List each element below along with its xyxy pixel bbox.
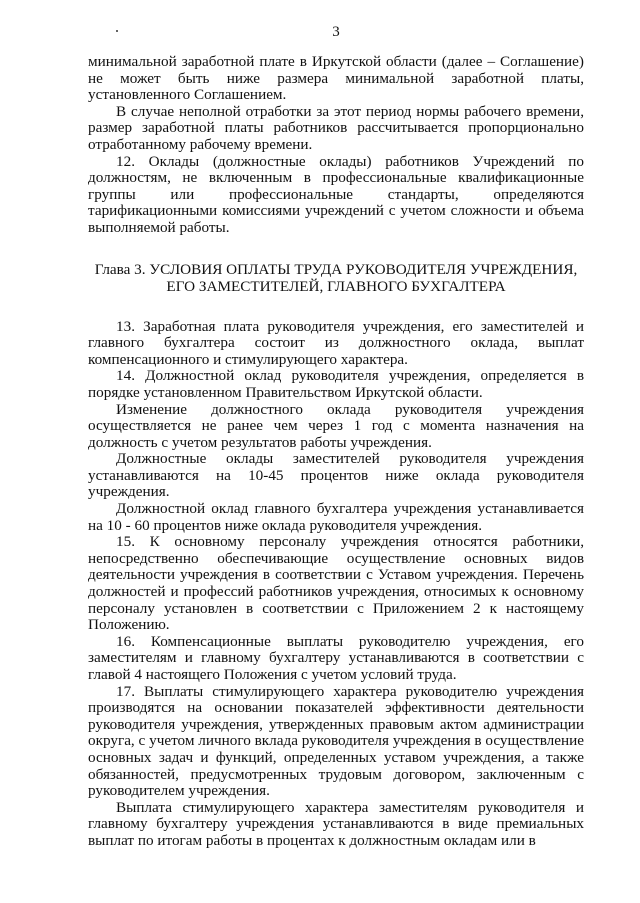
paragraph: 17. Выплаты стимулирующего характера руководителю учреждения производятся на основании показателей эффективности деятельности руководителя учреждения, утвержденных правовым актом администрации округа, с учетом личного вклада руководителя учреждения в осуществление основных задач и функций, определенных уставом учреждения, а также обязанностей, предусмотренных трудовым договором, заключенным с руководителем учреждения. bbox=[88, 682, 584, 800]
scan-speck bbox=[116, 30, 118, 32]
paragraph: Должностной оклад главного бухгалтера учреждения устанавливается на 10 - 60 процентов ниже оклада руководителя учреждения. bbox=[88, 500, 584, 534]
page-number: 3 bbox=[332, 24, 340, 40]
chapter-heading-line-1: Глава 3. УСЛОВИЯ ОПЛАТЫ ТРУДА РУКОВОДИТЕЛЯ УЧРЕЖДЕНИЯ, bbox=[94, 260, 578, 278]
paragraph: Выплата стимулирующего характера заместителям руководителя и главному бухгалтеру учреждения устанавливаются в виде премиальных выплат по итогам работы в процентах к должностным окладам или в bbox=[88, 798, 584, 849]
paragraph: 14. Должностной оклад руководителя учреждения, определяется в порядке установленном Правительством Иркутской области. bbox=[88, 367, 584, 401]
paragraph: Изменение должностного оклада руководителя учреждения осуществляется не ранее чем через 1 год с момента назначения на должность с учетом результатов работы учреждения. bbox=[88, 400, 584, 451]
paragraph: 12. Оклады (должностные оклады) работников Учреждений по должностям, не включенным в профессиональные квалификационные группы или профессиональные стандарты, определяются тарификационными комиссиями учреждений с учетом сложности и объема выполняемой работы. bbox=[88, 152, 584, 236]
chapter-heading bbox=[88, 261, 584, 295]
paragraph: Должностные оклады заместителей руководителя учреждения устанавливаются на 10-45 процентов ниже оклада руководителя учреждения. bbox=[88, 450, 584, 501]
chapter-heading-line-2: ЕГО ЗАМЕСТИТЕЛЕЙ, ГЛАВНОГО БУХГАЛТЕРА bbox=[166, 277, 506, 295]
paragraph: 13. Заработная плата руководителя учреждения, его заместителей и главного бухгалтера состоит из должностного оклада, выплат компенсационного и стимулирующего характера. bbox=[88, 317, 584, 368]
paragraph: минимальной заработной плате в Иркутской области (далее – Соглашение) не может быть ниже размера минимальной заработной платы, установленного Соглашением. bbox=[88, 53, 584, 104]
paragraph: В случае неполной отработки за этот период нормы рабочего времени, размер заработной платы работников рассчитывается пропорционально отработанному рабочему времени. bbox=[88, 102, 584, 153]
paragraph: 15. К основному персоналу учреждения относятся работники, непосредственно обеспечивающие осуществление основных видов деятельности учреждения в соответствии с Уставом учреждения. Перечень должностей и профессий работников учреждения, относимых к основному персоналу установлен в соответствии с Приложением 2 к настоящему Положению. bbox=[88, 533, 584, 634]
paragraph: 16. Компенсационные выплаты руководителю учреждения, его заместителям и главному бухгалтеру устанавливаются в соответствии с главой 4 настоящего Положения с учетом условий труда. bbox=[88, 632, 584, 683]
